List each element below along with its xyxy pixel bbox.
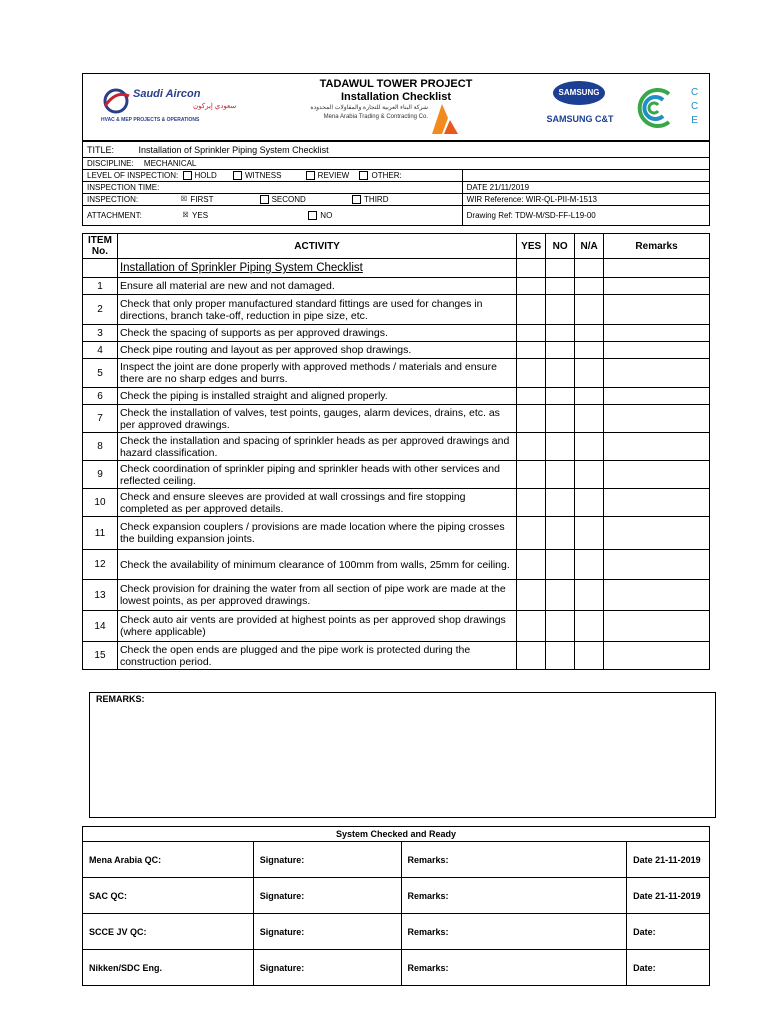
item-number: 1 — [83, 278, 118, 295]
signoff-remarks[interactable]: Remarks: — [401, 914, 627, 950]
activity-description: Check pipe routing and layout as per approved shop drawings. — [117, 342, 516, 359]
date-cell: DATE 21/11/2019 — [462, 182, 709, 194]
activity-row — [83, 580, 710, 611]
signoff-signature[interactable]: Signature: — [253, 878, 401, 914]
no-cell[interactable] — [546, 489, 575, 517]
na-cell[interactable] — [575, 259, 604, 278]
activity-description: Check the installation and spacing of sprinkler heads as per approved drawings and hazard classification. — [117, 433, 516, 461]
na-cell[interactable] — [575, 325, 604, 342]
signoff-signature[interactable]: Signature: — [253, 950, 401, 986]
remarks-cell[interactable] — [604, 461, 710, 489]
item-number: 12 — [83, 550, 118, 580]
discipline-value: MECHANICAL — [143, 159, 197, 168]
signoff-remarks[interactable]: Remarks: — [401, 878, 627, 914]
no-cell[interactable] — [546, 550, 575, 580]
col-yes: YES — [517, 234, 546, 259]
attachment-option-no[interactable]: NO — [308, 211, 332, 220]
yes-cell[interactable] — [517, 611, 546, 642]
yes-checkbox-checked[interactable]: ☒ — [182, 212, 189, 220]
other-checkbox[interactable] — [359, 171, 368, 180]
no-cell[interactable] — [546, 517, 575, 550]
remarks-cell[interactable] — [604, 259, 710, 278]
na-cell[interactable] — [575, 342, 604, 359]
activity-rows — [83, 278, 710, 670]
samsung-oval: SAMSUNG — [553, 81, 605, 105]
no-cell[interactable] — [546, 580, 575, 611]
activity-row — [83, 550, 710, 580]
attachment-label: ATTACHMENT: — [87, 210, 142, 220]
cce-logo — [629, 80, 709, 136]
level-option-other[interactable]: OTHER: — [359, 171, 401, 180]
title-label: TITLE: — [87, 144, 115, 155]
signoff-party[interactable]: SAC QC: — [83, 878, 254, 914]
activity-description: Ensure all material are new and not damaged. — [117, 278, 516, 295]
discipline-label: DISCIPLINE: — [87, 159, 134, 168]
remarks-cell[interactable] — [604, 489, 710, 517]
remarks-cell[interactable] — [604, 359, 710, 388]
remarks-cell[interactable] — [604, 517, 710, 550]
na-cell[interactable] — [575, 489, 604, 517]
level-option-witness[interactable]: WITNESS — [233, 171, 281, 180]
activity-description: Check that only proper manufactured standard fittings are used for changes in directions, branch take-off, reduction in pipe size, etc. — [117, 295, 516, 325]
activity-row — [83, 489, 710, 517]
first-checkbox-checked[interactable]: ☒ — [180, 196, 187, 204]
activity-row — [83, 295, 710, 325]
signoff-remarks[interactable]: Remarks: — [401, 950, 627, 986]
wir-reference: WIR Reference: WIR-QL-PII-M-1513 — [462, 194, 709, 206]
mena-arabia-logo — [308, 100, 468, 138]
samsung-ct-text: SAMSUNG C&T — [546, 114, 614, 124]
mena-arabia-emblem-icon — [430, 102, 460, 136]
mena-arabic-name: شركة البناء العربية للتجارة والمقاولات المحدودة — [310, 105, 428, 111]
yes-cell[interactable] — [517, 342, 546, 359]
signoff-date[interactable]: Date 21-11-2019 — [627, 842, 710, 878]
title-row — [83, 142, 710, 158]
yes-cell[interactable] — [517, 388, 546, 405]
item-number: 5 — [83, 359, 118, 388]
item-number: 15 — [83, 642, 118, 670]
level-option-hold[interactable]: HOLD — [183, 171, 217, 180]
no-cell[interactable] — [546, 405, 575, 433]
remarks-cell[interactable] — [604, 278, 710, 295]
discipline-row — [83, 158, 710, 170]
second-checkbox[interactable] — [260, 195, 269, 204]
yes-cell[interactable] — [517, 405, 546, 433]
level-row — [83, 170, 463, 182]
activity-description: Check the open ends are plugged and the pipe work is protected during the construction period. — [117, 642, 516, 670]
cce-letter-2: C — [691, 101, 699, 112]
yes-cell[interactable] — [517, 259, 546, 278]
signoff-row — [83, 950, 710, 986]
item-number: 7 — [83, 405, 118, 433]
inspection-label: INSPECTION: — [87, 194, 139, 204]
signoff-title: System Checked and Ready — [83, 827, 710, 842]
activity-description: Check auto air vents are provided at highest points as per approved shop drawings (where applicable) — [117, 611, 516, 642]
hold-checkbox[interactable] — [183, 171, 192, 180]
signoff-rows — [83, 842, 710, 986]
no-cell[interactable] — [546, 642, 575, 670]
yes-cell[interactable] — [517, 517, 546, 550]
activity-row — [83, 405, 710, 433]
item-number: 11 — [83, 517, 118, 550]
yes-cell[interactable] — [517, 433, 546, 461]
witness-checkbox[interactable] — [233, 171, 242, 180]
activity-description: Inspect the joint are done properly with approved methods / materials and ensure there are no sharp edges and burrs. — [117, 359, 516, 388]
signoff-date[interactable]: Date: — [627, 950, 710, 986]
na-cell[interactable] — [575, 359, 604, 388]
level-label: LEVEL OF INSPECTION: — [87, 170, 179, 180]
no-cell[interactable] — [546, 359, 575, 388]
yes-cell[interactable] — [517, 461, 546, 489]
activity-row — [83, 342, 710, 359]
title-value: Installation of Sprinkler Piping System Checklist — [138, 144, 329, 155]
na-cell[interactable] — [575, 580, 604, 611]
remarks-box[interactable] — [89, 692, 716, 818]
section-blank — [83, 259, 118, 278]
signoff-row — [83, 914, 710, 950]
checklist-title: Installation Checklist — [340, 91, 452, 103]
inspection-time-label: INSPECTION TIME: — [87, 183, 160, 192]
yes-cell[interactable] — [517, 550, 546, 580]
na-cell[interactable] — [575, 405, 604, 433]
item-number: 3 — [83, 325, 118, 342]
remarks-cell[interactable] — [604, 611, 710, 642]
activity-description: Check the piping is installed straight and aligned properly. — [117, 388, 516, 405]
activity-row — [83, 325, 710, 342]
col-activity: ACTIVITY — [117, 234, 516, 259]
na-cell[interactable] — [575, 611, 604, 642]
no-cell[interactable] — [546, 295, 575, 325]
drawing-ref: Drawing Ref: TDW-M/SD-FF-L19-00 — [462, 206, 709, 226]
signoff-row — [83, 878, 710, 914]
no-cell[interactable] — [546, 388, 575, 405]
col-no: NO — [546, 234, 575, 259]
signoff-date[interactable]: Date: — [627, 914, 710, 950]
na-cell[interactable] — [575, 517, 604, 550]
samsung-logo — [545, 78, 615, 136]
inspection-option-third[interactable]: THIRD — [352, 195, 388, 204]
project-title: TADAWUL TOWER PROJECT — [319, 78, 473, 90]
saudi-aircon-tagline: HVAC & MEP PROJECTS & OPERATIONS — [101, 117, 200, 123]
remarks-cell[interactable] — [604, 388, 710, 405]
cce-letter-3: E — [691, 115, 698, 126]
item-number: 4 — [83, 342, 118, 359]
yes-cell[interactable] — [517, 489, 546, 517]
activity-row — [83, 517, 710, 550]
activity-row — [83, 359, 710, 388]
no-cell[interactable] — [546, 461, 575, 489]
activity-description: Check expansion couplers / provisions are made location where the piping crosses the building expansion joints. — [117, 517, 516, 550]
inspection-info-table — [82, 141, 710, 226]
item-number: 6 — [83, 388, 118, 405]
cce-emblem-icon — [629, 84, 677, 132]
yes-cell[interactable] — [517, 325, 546, 342]
signoff-party[interactable]: Mena Arabia QC: — [83, 842, 254, 878]
review-checkbox[interactable] — [306, 171, 315, 180]
signoff-signature[interactable]: Signature: — [253, 842, 401, 878]
third-checkbox[interactable] — [352, 195, 361, 204]
remarks-cell[interactable] — [604, 433, 710, 461]
activity-row — [83, 433, 710, 461]
activity-description: Check the spacing of supports as per approved drawings. — [117, 325, 516, 342]
inspection-row — [83, 194, 463, 206]
signoff-date[interactable]: Date 21-11-2019 — [627, 878, 710, 914]
activity-description: Check coordination of sprinkler piping and sprinkler heads with other services and reflected ceiling. — [117, 461, 516, 489]
signoff-table — [82, 826, 710, 986]
saudi-aircon-name: Saudi Aircon — [133, 88, 201, 100]
signoff-party[interactable]: SCCE JV QC: — [83, 914, 254, 950]
section-title: Installation of Sprinkler Piping System Checklist — [117, 259, 516, 278]
activity-row — [83, 611, 710, 642]
inspection-time-row — [83, 182, 463, 194]
attachment-row — [83, 206, 463, 226]
yes-cell[interactable] — [517, 278, 546, 295]
remarks-cell[interactable] — [604, 642, 710, 670]
no-cell[interactable] — [546, 611, 575, 642]
level-option-review[interactable]: REVIEW — [306, 171, 350, 180]
signoff-party[interactable]: Nikken/SDC Eng. — [83, 950, 254, 986]
mena-english-name: Mena Arabia Trading & Contracting Co. — [323, 114, 428, 120]
remarks-cell[interactable] — [604, 342, 710, 359]
activity-row — [83, 388, 710, 405]
activity-description: Check provision for draining the water from all section of pipe work are made at the lowest points, as per approved drawings. — [117, 580, 516, 611]
activity-description: Check and ensure sleeves are provided at wall crossings and fire stopping completed as per approved details. — [117, 489, 516, 517]
yes-cell[interactable] — [517, 580, 546, 611]
remarks-label: REMARKS: — [96, 694, 145, 704]
col-item-no: ITEM No. — [83, 234, 118, 259]
na-cell[interactable] — [575, 550, 604, 580]
item-number: 10 — [83, 489, 118, 517]
yes-cell[interactable] — [517, 642, 546, 670]
na-cell[interactable] — [575, 295, 604, 325]
no-cell[interactable] — [546, 433, 575, 461]
remarks-cell[interactable] — [604, 325, 710, 342]
item-number: 9 — [83, 461, 118, 489]
item-number: 14 — [83, 611, 118, 642]
no-cell[interactable] — [546, 278, 575, 295]
yes-cell[interactable] — [517, 359, 546, 388]
col-remarks: Remarks — [604, 234, 710, 259]
na-cell[interactable] — [575, 433, 604, 461]
document-header — [82, 73, 710, 141]
attachment-option-yes[interactable]: ☒ YES — [182, 210, 209, 220]
na-cell[interactable] — [575, 461, 604, 489]
signoff-remarks[interactable]: Remarks: — [401, 842, 627, 878]
saudi-aircon-arabic: سعودي إيركون — [193, 103, 237, 110]
activity-description: Check the availability of minimum clearance of 100mm from walls, 25mm for ceiling. — [117, 550, 516, 580]
item-number: 13 — [83, 580, 118, 611]
remarks-cell[interactable] — [604, 580, 710, 611]
activity-row — [83, 642, 710, 670]
remarks-cell[interactable] — [604, 550, 710, 580]
activity-checklist-table — [82, 233, 710, 670]
level-row-blank — [462, 170, 709, 182]
signoff-signature[interactable]: Signature: — [253, 914, 401, 950]
no-checkbox[interactable] — [308, 211, 317, 220]
col-na: N/A — [575, 234, 604, 259]
no-cell[interactable] — [546, 259, 575, 278]
no-cell[interactable] — [546, 325, 575, 342]
cce-letter-1: C — [691, 87, 699, 98]
activity-description: Check the installation of valves, test points, gauges, alarm devices, drains, etc. as per approved drawings. — [117, 405, 516, 433]
yes-cell[interactable] — [517, 295, 546, 325]
remarks-cell[interactable] — [604, 405, 710, 433]
activity-row — [83, 278, 710, 295]
item-number: 2 — [83, 295, 118, 325]
signoff-row — [83, 842, 710, 878]
inspection-option-second[interactable]: SECOND — [260, 195, 306, 204]
na-cell[interactable] — [575, 388, 604, 405]
item-number: 8 — [83, 433, 118, 461]
inspection-option-first[interactable]: ☒ FIRST — [180, 194, 214, 204]
no-cell[interactable] — [546, 342, 575, 359]
na-cell[interactable] — [575, 278, 604, 295]
remarks-cell[interactable] — [604, 295, 710, 325]
activity-row — [83, 461, 710, 489]
na-cell[interactable] — [575, 642, 604, 670]
